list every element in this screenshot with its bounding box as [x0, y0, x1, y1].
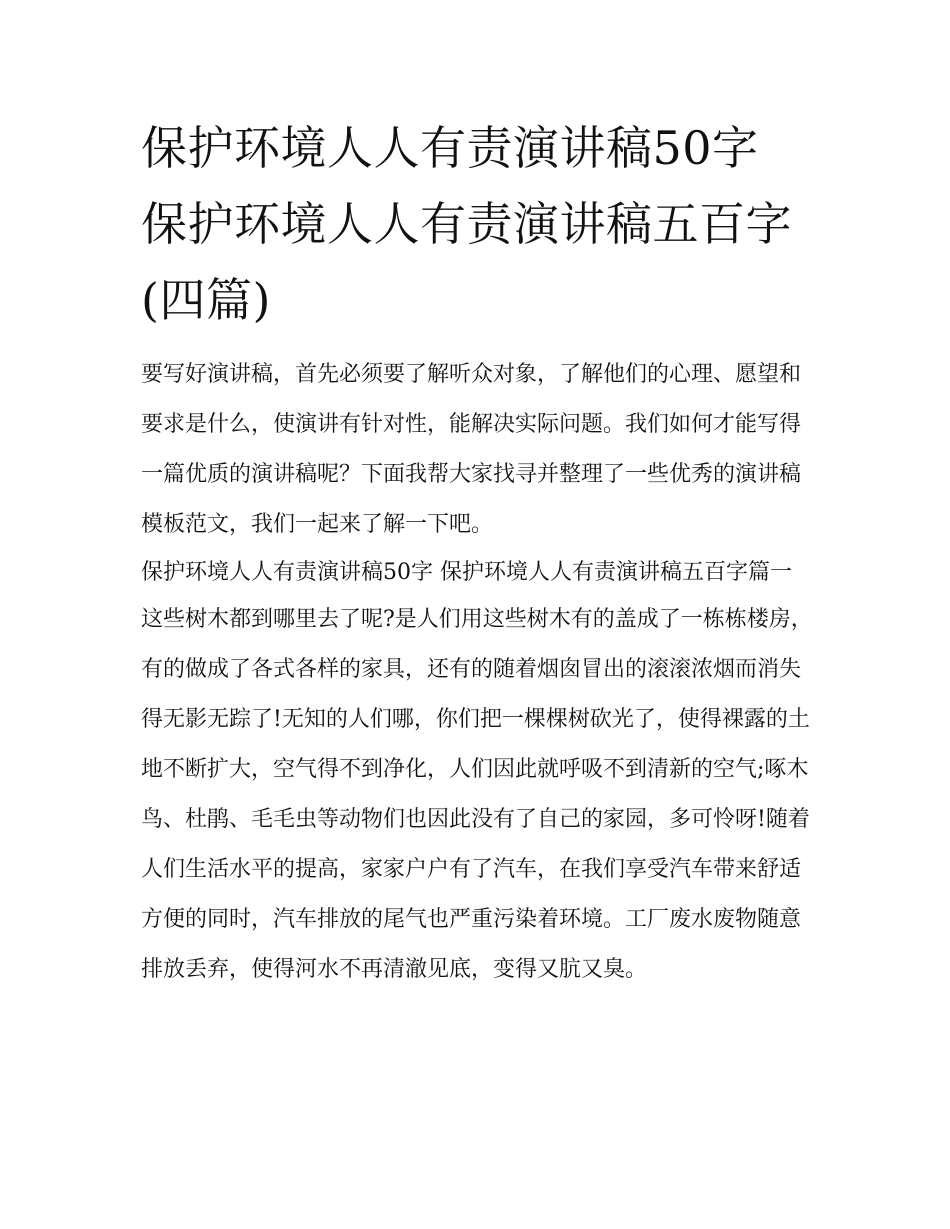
- document-title: 保护环境人人有责演讲稿50字 保护环境人人有责演讲稿五百字(四篇): [141, 121, 792, 327]
- section-heading: 保护环境人人有责演讲稿50字 保护环境人人有责演讲稿五百字篇一: [141, 560, 792, 585]
- body-paragraph: 这些树木都到哪里去了呢?是人们用这些树木有的盖成了一栋栋楼房，有的做成了各式各样的家具，还有的随着烟囱冒出的滚滚浓烟而消失得无影无踪了!无知的人们哪，你们把一棵棵树砍光了，使得裸露的土地不断扩大，空气得不到净化，人们因此就呼吸不到清新的空气;啄木鸟、杜鹃、毛毛虫等动物们也因此没有了自己的家园，多可怜呀!随着人们生活水平的提高，家家户户有了汽车，在我们享受汽车带来舒适方便的同时，汽车排放的尾气也严重污染着环境。工厂废水废物随意排放丢弃，使得河水不再清澈见底，变得又肮又臭。: [141, 607, 813, 982]
- document-content: [141, 110, 813, 995]
- intro-paragraph: 要写好演讲稿，首先必须要了解听众对象，了解他们的心理、愿望和要求是什么，使演讲有针对性，能解决实际问题。我们如何才能写得一篇优质的演讲稿呢？下面我帮大家找寻并整理了一些优秀的演讲稿模板范文，我们一起来了解一下吧。: [141, 362, 802, 537]
